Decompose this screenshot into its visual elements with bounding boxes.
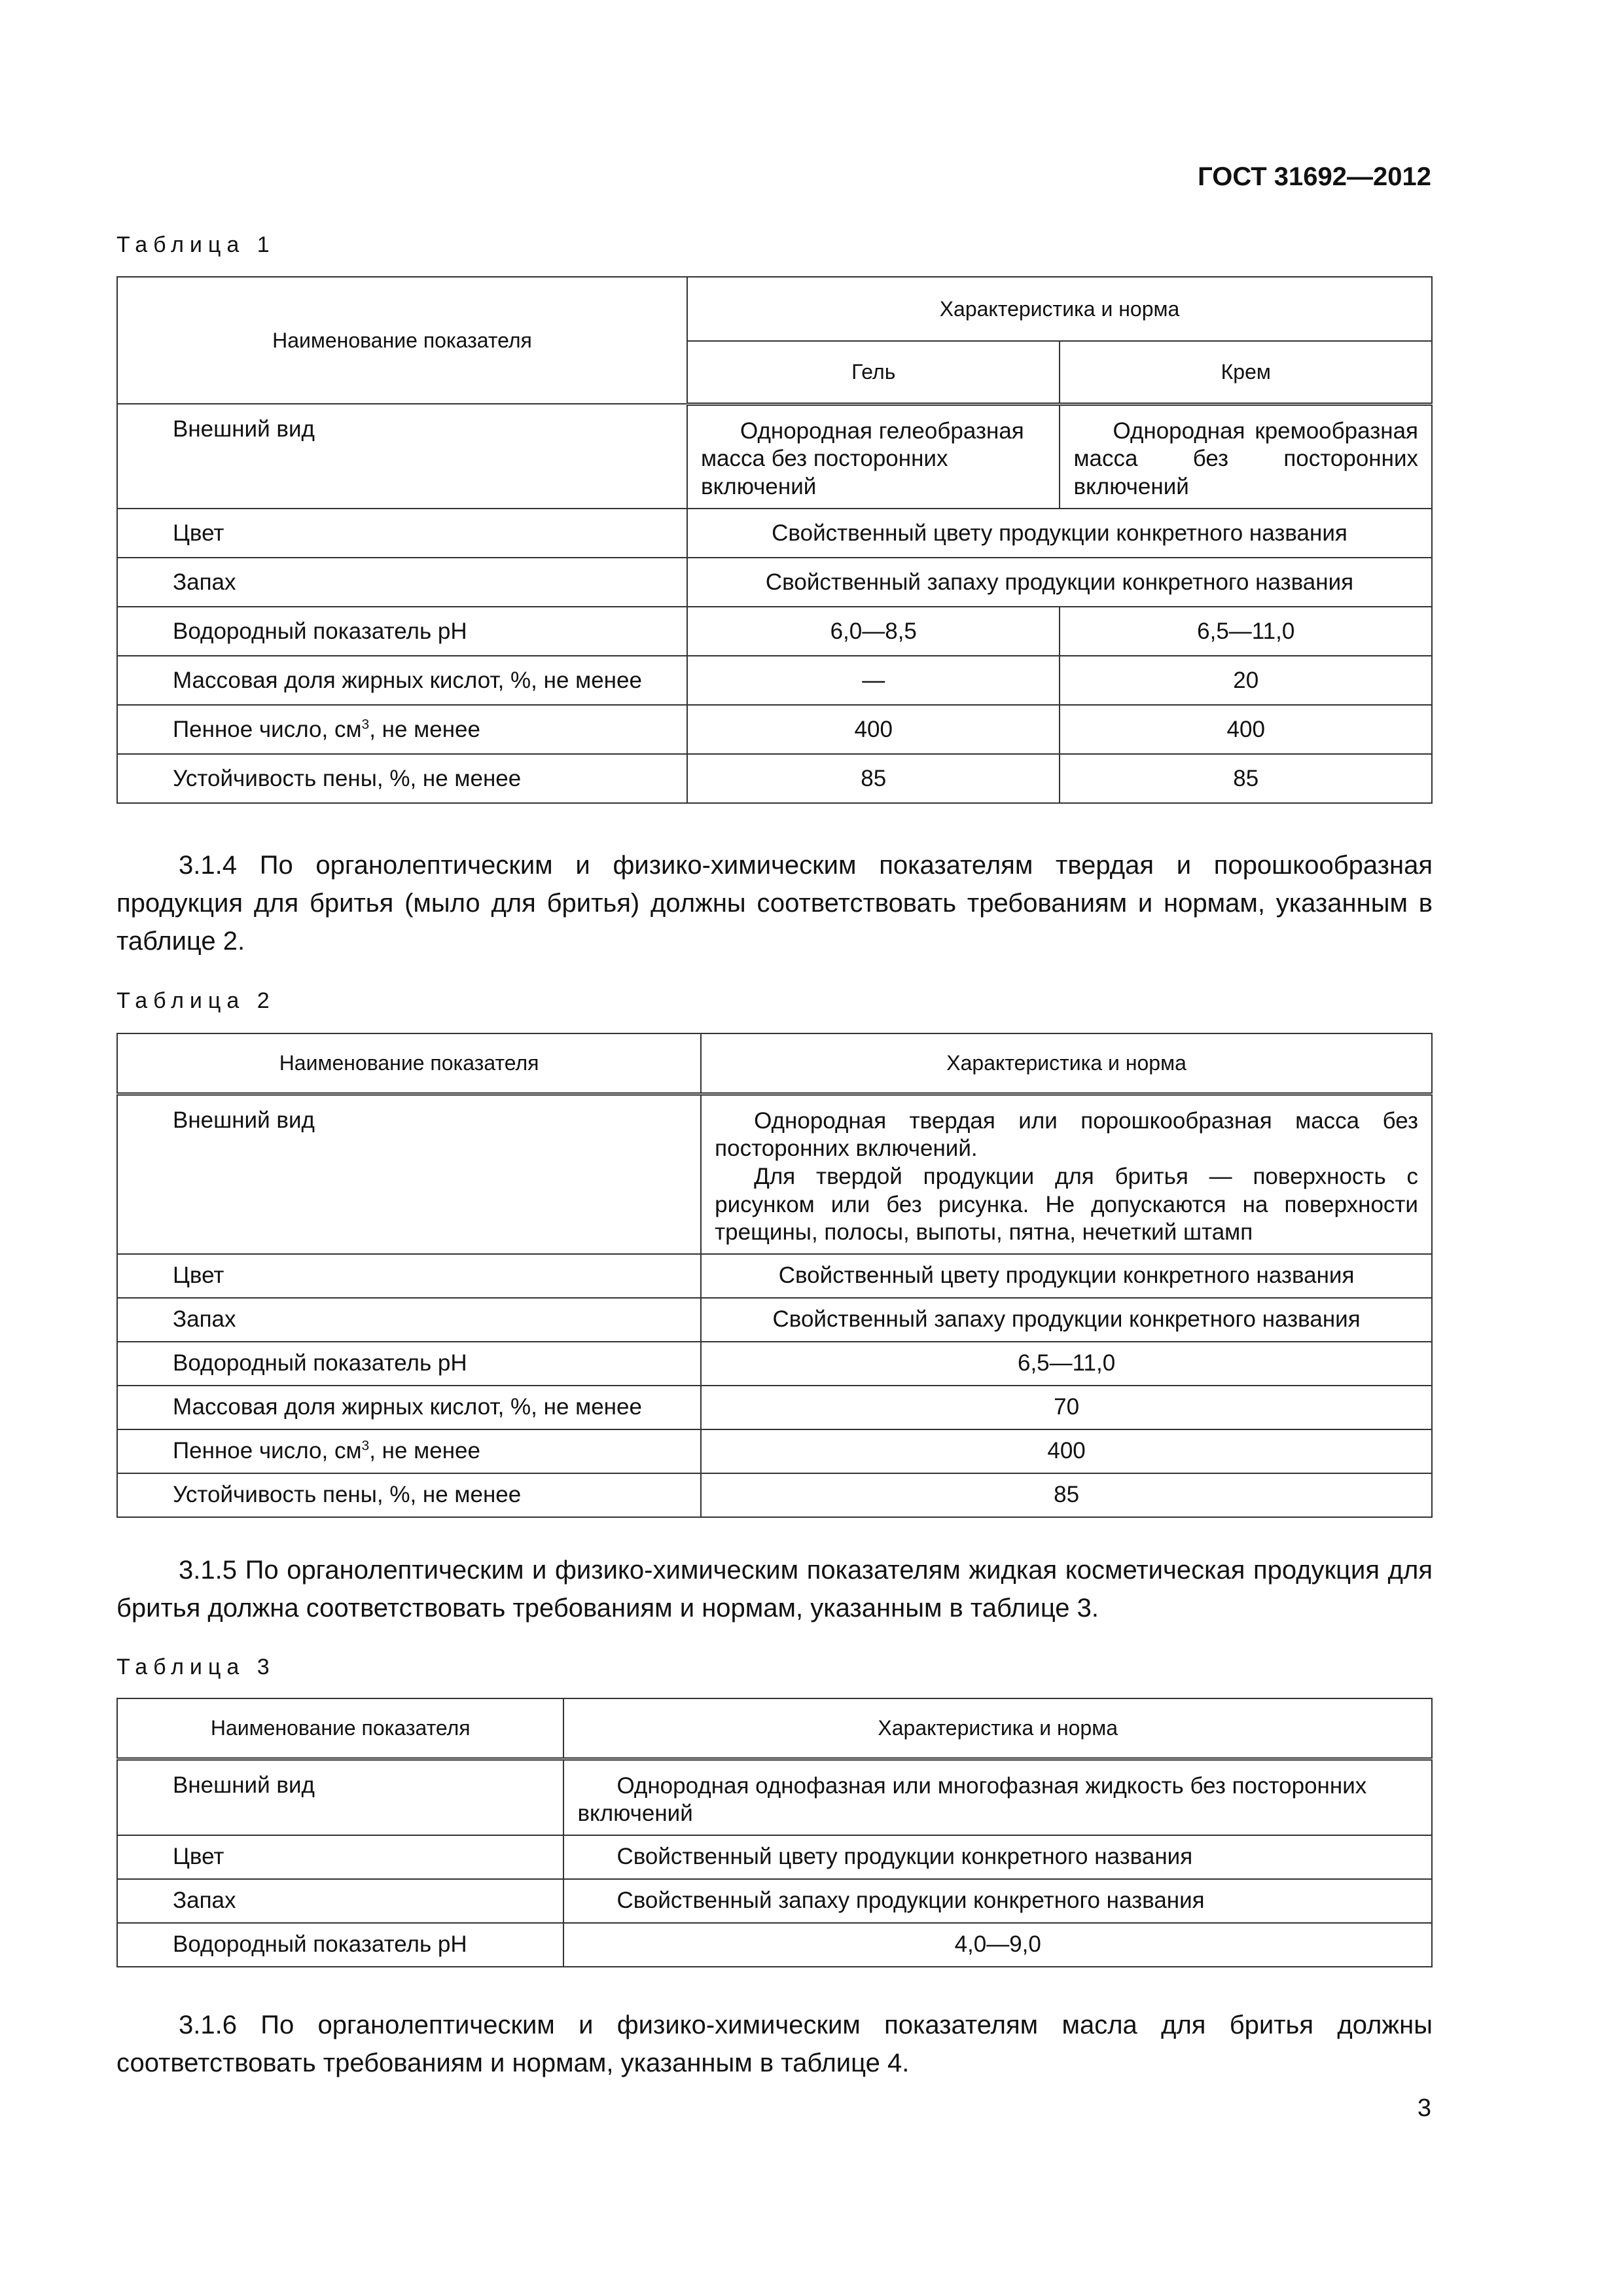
row-name: Внешний вид	[117, 404, 687, 509]
table-3-header-name: Наименование показателя	[117, 1698, 563, 1759]
row-name: Запах	[117, 1298, 701, 1342]
row-value: Однородная однофазная или многофазная жидкость без посторонних включений	[563, 1759, 1432, 1835]
row-name: Запах	[117, 558, 687, 607]
table-row	[117, 1386, 1432, 1429]
table-row	[117, 1298, 1432, 1342]
paragraph-3-1-5: 3.1.5 По органолептическим и физико-химическим показателям жидкая косметическая продукция для бритья должна соответствовать требованиям и нормам, указанным в таблице 3.	[116, 1556, 1433, 1623]
row-name: Водородный показатель рН	[117, 1923, 563, 1967]
row-value-cream: 6,5—11,0	[1060, 607, 1432, 656]
table-row	[117, 1254, 1432, 1298]
row-value: 400	[701, 1429, 1432, 1473]
row-name: Устойчивость пены, %, не менее	[117, 754, 687, 803]
row-name: Устойчивость пены, %, не менее	[117, 1473, 701, 1517]
table-1-header-name: Наименование показателя	[117, 277, 687, 404]
row-name: Цвет	[117, 509, 687, 558]
table-row	[117, 558, 1432, 607]
table-1-header-group: Характеристика и норма	[687, 277, 1432, 341]
row-name: Внешний вид	[117, 1759, 563, 1835]
table-row	[117, 1094, 1432, 1254]
table-1-label: Таблица 1	[116, 232, 276, 257]
row-value: Свойственный цвету продукции конкретного названия	[701, 1254, 1432, 1298]
table-row	[117, 509, 1432, 558]
table-2-header-name: Наименование показателя	[117, 1033, 701, 1094]
row-value: 70	[701, 1386, 1432, 1429]
row-value-merged: Свойственный запаху продукции конкретного названия	[687, 558, 1432, 607]
row-value-gel: 6,0—8,5	[687, 607, 1060, 656]
row-value-cream: Однородная кремообразная масса без посторонних включений	[1060, 404, 1432, 509]
row-value: Свойственный цвету продукции конкретного названия	[563, 1835, 1432, 1879]
row-name: Пенное число, $см^3$, не менее	[117, 1429, 701, 1473]
table-1	[116, 276, 1433, 804]
row-value: Свойственный запаху продукции конкретного названия	[563, 1879, 1432, 1923]
row-name: Массовая доля жирных кислот, %, не менее	[117, 1386, 701, 1429]
table-row	[117, 705, 1432, 754]
table-row	[117, 1473, 1432, 1517]
row-name: Внешний вид	[117, 1094, 701, 1254]
table-2	[116, 1033, 1433, 1518]
table-1-header-gel: Гель	[687, 341, 1060, 404]
row-value: 6,5—11,0	[701, 1342, 1432, 1386]
row-value: Свойственный запаху продукции конкретного названия	[701, 1298, 1432, 1342]
row-name: Пенное число, $см^3$, не менее	[117, 705, 687, 754]
row-value-gel: 85	[687, 754, 1060, 803]
table-row	[117, 1429, 1432, 1473]
table-row	[117, 656, 1432, 705]
table-2-label: Таблица 2	[116, 988, 276, 1013]
document-code: ГОСТ 31692—2012	[1198, 162, 1431, 191]
table-2-header-value: Характеристика и норма	[701, 1033, 1432, 1094]
paragraph-3-1-4: 3.1.4 По органолептическим и физико-химическим показателям твердая и порошкообразная продукция для бритья (мыло для бритья) должны соответствовать требованиям и нормам, указанным в таблице 2.	[116, 851, 1433, 956]
row-value: 85	[701, 1473, 1432, 1517]
row-value-gel: —	[687, 656, 1060, 705]
table-row	[117, 404, 1432, 509]
table-row	[117, 607, 1432, 656]
table-row	[117, 754, 1432, 803]
row-name: Цвет	[117, 1835, 563, 1879]
paragraph-3-1-6: 3.1.6 По органолептическим и физико-химическим показателям масла для бритья должны соответствовать требованиям и нормам, указанным в таблице 4.	[116, 2011, 1433, 2077]
table-row	[117, 1342, 1432, 1386]
row-name: Запах	[117, 1879, 563, 1923]
table-row	[117, 1923, 1432, 1967]
row-value-cream: 400	[1060, 705, 1432, 754]
page-number: 3	[1417, 2094, 1431, 2122]
row-name: Водородный показатель рН	[117, 1342, 701, 1386]
row-name: Цвет	[117, 1254, 701, 1298]
row-name: Массовая доля жирных кислот, %, не менее	[117, 656, 687, 705]
table-row	[117, 1759, 1432, 1835]
row-name: Водородный показатель рН	[117, 607, 687, 656]
table-3-header-value: Характеристика и норма	[563, 1698, 1432, 1759]
row-value: 4,0—9,0	[563, 1923, 1432, 1967]
row-value-gel: Однородная гелеобразная масса без посторонних включений	[687, 404, 1060, 509]
table-row	[117, 1835, 1432, 1879]
row-value-merged: Свойственный цвету продукции конкретного названия	[687, 509, 1432, 558]
table-3	[116, 1698, 1433, 1967]
row-value-gel: 400	[687, 705, 1060, 754]
table-1-header-cream: Крем	[1060, 341, 1432, 404]
table-row	[117, 1879, 1432, 1923]
table-3-label: Таблица 3	[116, 1655, 276, 1679]
row-value-cream: 20	[1060, 656, 1432, 705]
row-value-cream: 85	[1060, 754, 1432, 803]
row-value: Однородная твердая или порошкообразная масса без посторонних включений. Для твердой продукции для бритья — поверхность с рисунком или без рисунка. Не допускаются на поверхности трещины, полосы, выпоты, пятна, нечеткий штамп	[701, 1094, 1432, 1254]
